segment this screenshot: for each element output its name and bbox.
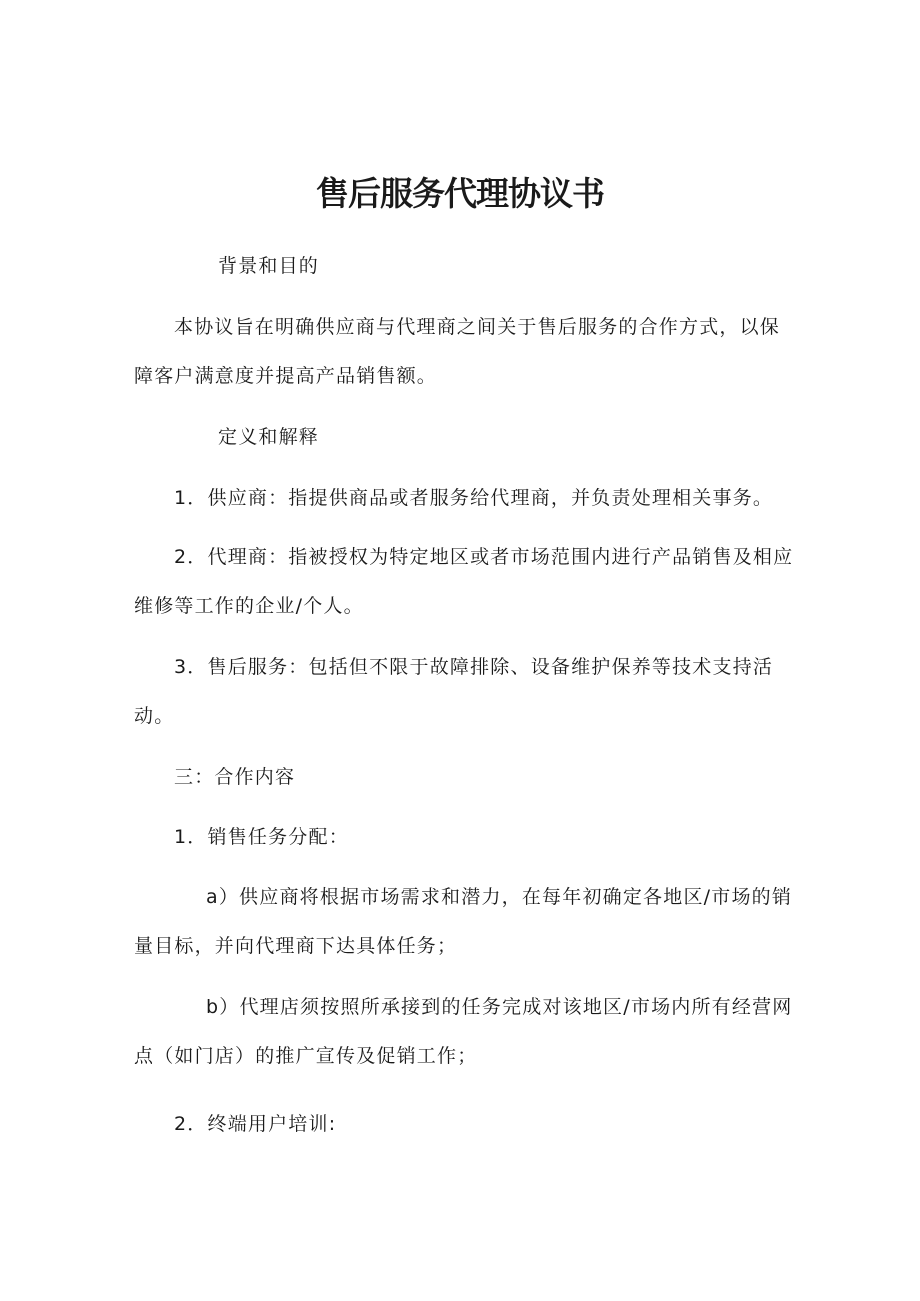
cooperation-item-1-b-line-1: b）代理店须按照所承接到的任务完成对该地区/市场内所有经营网 bbox=[206, 996, 793, 1018]
background-paragraph-line-1: 本协议旨在明确供应商与代理商之间关于售后服务的合作方式，以保 bbox=[174, 316, 781, 338]
document-title: 售后服务代理协议书 bbox=[316, 174, 604, 213]
cooperation-item-1: 1．销售任务分配： bbox=[174, 826, 349, 848]
definition-item-3-line-2: 动。 bbox=[134, 705, 175, 727]
background-heading: 背景和目的 bbox=[218, 255, 320, 277]
cooperation-item-1-b-line-2: 点（如门店）的推广宣传及促销工作； bbox=[134, 1045, 478, 1067]
cooperation-item-1-a-line-1: a）供应商将根据市场需求和潜力，在每年初确定各地区/市场的销 bbox=[206, 886, 793, 908]
definitions-heading: 定义和解释 bbox=[218, 426, 320, 448]
definition-item-1: 1．供应商：指提供商品或者服务给代理商，并负责处理相关事务。 bbox=[174, 487, 774, 509]
definition-item-3-line-1: 3．售后服务：包括但不限于故障排除、设备维护保养等技术支持活 bbox=[174, 656, 774, 678]
cooperation-item-1-a-line-2: 量目标，并向代理商下达具体任务； bbox=[134, 935, 458, 957]
definition-item-2-line-2: 维修等工作的企业/个人。 bbox=[134, 595, 364, 617]
background-paragraph-line-2: 障客户满意度并提高产品销售额。 bbox=[134, 365, 438, 387]
cooperation-heading: 三：合作内容 bbox=[174, 766, 296, 788]
cooperation-item-2: 2．终端用户培训: bbox=[174, 1113, 337, 1135]
definition-item-2-line-1: 2．代理商：指被授权为特定地区或者市场范围内进行产品销售及相应 bbox=[174, 546, 794, 568]
